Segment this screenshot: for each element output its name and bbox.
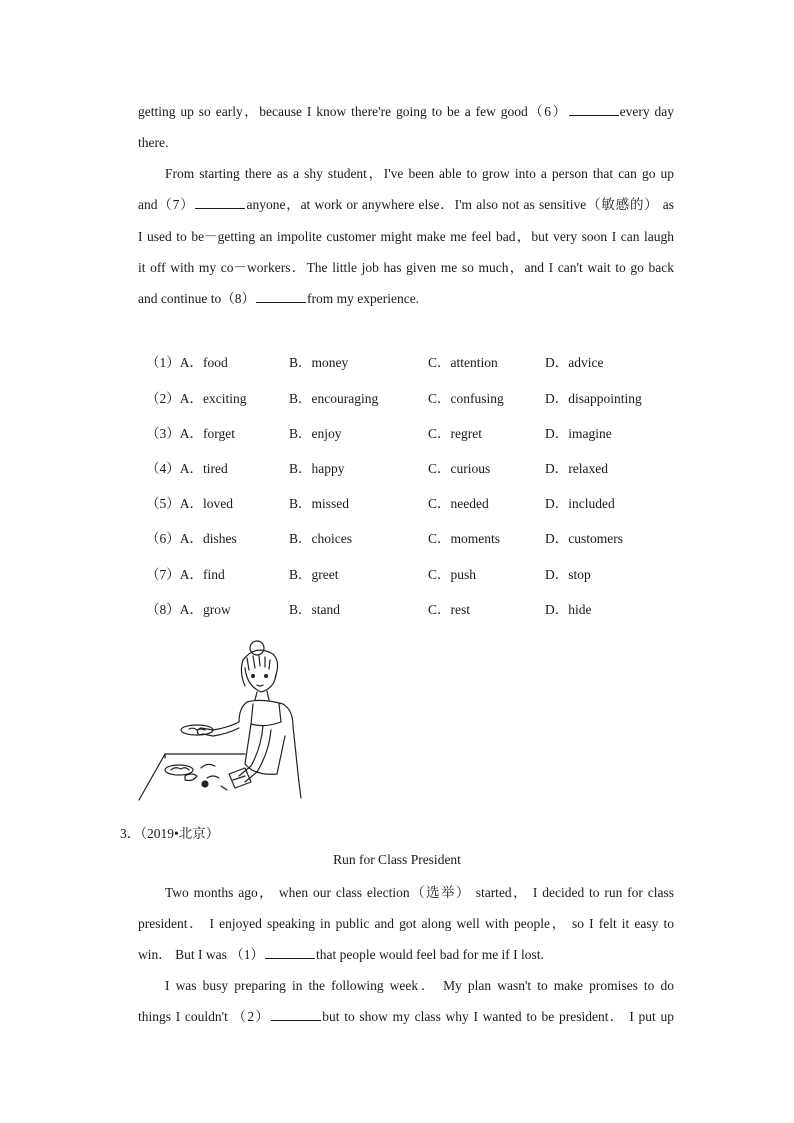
- option-row: [146, 530, 686, 548]
- passage-line: and continue to（8） from my experience.: [138, 291, 420, 306]
- passage-line: and（7） anyone，at work or anywhere else．I'm also not as sensitive（敏感的） as: [138, 197, 674, 212]
- option-row: [146, 425, 686, 443]
- option-c[interactable]: C．confusing: [428, 391, 504, 406]
- option-b[interactable]: B．money: [289, 355, 349, 370]
- answer-blank-1[interactable]: [265, 946, 315, 959]
- option-a[interactable]: （8）A．grow: [146, 602, 231, 617]
- option-a[interactable]: （4）A．tired: [146, 461, 228, 476]
- option-b[interactable]: B．missed: [289, 496, 350, 511]
- option-a[interactable]: （7）A．find: [146, 567, 225, 582]
- passage-line: getting up so early，because I know there're going to be a few good（6） every day: [138, 104, 674, 119]
- option-d[interactable]: D．included: [545, 496, 615, 511]
- option-d[interactable]: D．advice: [545, 355, 604, 370]
- option-a[interactable]: （5）A．loved: [146, 496, 233, 511]
- question-number: 3．（2019•北京）: [120, 826, 220, 841]
- option-a[interactable]: （3）A．forget: [146, 426, 235, 441]
- option-a[interactable]: （1）A．food: [146, 355, 228, 370]
- passage-line: it off with my co－workers．The little job has given me so much，and I can't wait to go back: [138, 260, 674, 275]
- option-b[interactable]: B．choices: [289, 531, 352, 546]
- option-a[interactable]: （2）A．exciting: [146, 391, 247, 406]
- passage-line: Two months ago， when our class election（选举） started， I decided to run for class: [165, 885, 674, 900]
- answer-blank-7[interactable]: [195, 196, 245, 209]
- answer-blank-2[interactable]: [271, 1008, 321, 1021]
- option-c[interactable]: C．needed: [428, 496, 489, 511]
- option-d[interactable]: D．stop: [545, 567, 591, 582]
- option-b[interactable]: B．happy: [289, 461, 345, 476]
- option-c[interactable]: C．push: [428, 567, 477, 582]
- waitress-illustration: [135, 636, 307, 804]
- option-c[interactable]: C．curious: [428, 461, 491, 476]
- answer-blank-8[interactable]: [256, 290, 306, 303]
- option-d[interactable]: D．imagine: [545, 426, 612, 441]
- answer-blank-6[interactable]: [569, 103, 619, 116]
- option-c[interactable]: C．attention: [428, 355, 498, 370]
- option-b[interactable]: B．enjoy: [289, 426, 342, 441]
- option-row: [146, 390, 686, 408]
- option-b[interactable]: B．encouraging: [289, 391, 379, 406]
- passage-line: things I couldn't （2） but to show my class why I wanted to be president． I put up: [138, 1009, 674, 1024]
- option-c[interactable]: C．rest: [428, 602, 470, 617]
- option-d[interactable]: D．relaxed: [545, 461, 608, 476]
- passage-line: win． But I was （1） that people would feel bad for me if I lost.: [138, 947, 544, 962]
- option-row: [146, 495, 686, 513]
- option-b[interactable]: B．greet: [289, 567, 339, 582]
- passage-line: From starting there as a shy student，I've been able to grow into a person that can go up: [165, 166, 674, 181]
- passage-line: there.: [138, 135, 169, 150]
- option-d[interactable]: D．hide: [545, 602, 592, 617]
- option-c[interactable]: C．moments: [428, 531, 501, 546]
- option-d[interactable]: D．disappointing: [545, 391, 642, 406]
- option-row: [146, 460, 686, 478]
- option-row: [146, 354, 686, 372]
- option-d[interactable]: D．customers: [545, 531, 623, 546]
- option-row: [146, 601, 686, 619]
- option-c[interactable]: C．regret: [428, 426, 482, 441]
- passage-line: I used to be－getting an impolite customer might make me feel bad，but very soon I can laugh: [138, 229, 674, 244]
- passage-line: president． I enjoyed speaking in public and got along well with people， so I felt it easy to: [138, 916, 674, 931]
- passage-title: Run for Class President: [333, 852, 461, 867]
- option-b[interactable]: B．stand: [289, 602, 341, 617]
- option-a[interactable]: （6）A．dishes: [146, 531, 237, 546]
- passage-line: I was busy preparing in the following week． My plan wasn't to make promises to do: [165, 978, 674, 993]
- option-row: [146, 566, 686, 584]
